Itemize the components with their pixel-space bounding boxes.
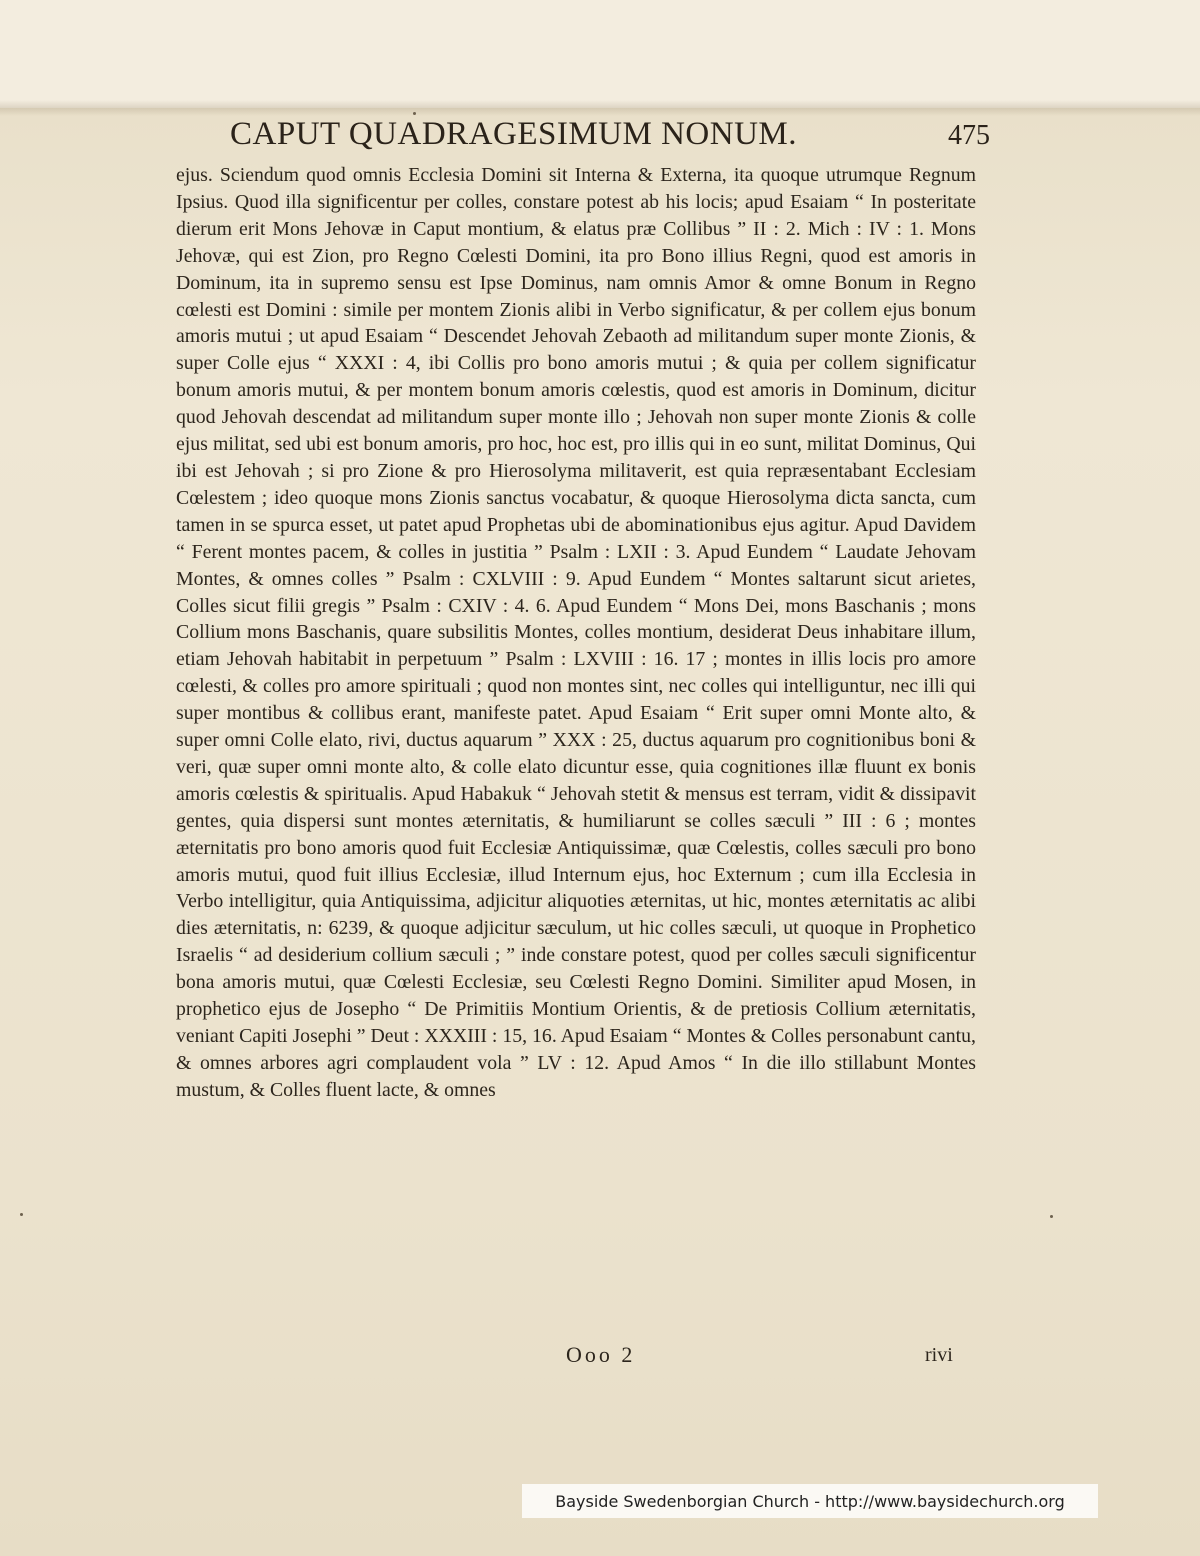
footer-credit: Bayside Swedenborgian Church - http://www.baysidechurch.org xyxy=(522,1484,1098,1518)
page-fold-shadow xyxy=(0,100,1200,116)
catchword: rivi xyxy=(925,1344,953,1366)
paper-speck xyxy=(413,112,416,115)
running-title: CAPUT QUADRAGESIMUM NONUM. xyxy=(230,116,798,152)
paper-speck xyxy=(1050,1215,1053,1218)
signature-mark: Ooo 2 xyxy=(566,1342,636,1367)
paper-speck xyxy=(20,1213,23,1216)
body-text: ejus. Sciendum quod omnis Ecclesia Domini sit Interna & Externa, ita quoque utrumque Regnum Ipsius. Quod illa significentur per colles, constare potest ab his locis; apud Esaiam “ In posteritate dierum erit Mons Jehovæ in Caput montium, & elatus præ Collibus ” II : 2. Mich : IV : 1. Mons Jehovæ, qui est Zion, pro Regno Cœlesti Domini, ita pro Bono illius Regni, quod est amoris in Dominum, ita in supremo sensu est Ipse Dominus, nam omnis Amor & omne Bonum in Regno cœlesti est Domini : simile per montem Zionis alibi in Verbo significatur, & per collem ejus bonum amoris mutui ; ut apud Esaiam “ Descendet Jehovah Zebaoth ad militandum super monte Zionis, & super Colle ejus “ XXXI : 4, ibi Collis pro bono amoris mutui ; & quia per collem significatur bonum amoris mutui, & per montem bonum amoris cœlestis, quod est amoris in Dominum, dicitur quod Jehovah descendat ad militandum super monte illo ; Jehovah non super monte Zionis & colle ejus militat, sed ubi est bonum amoris, pro hoc, hoc est, pro illis qui in eo sunt, militat Dominus, Qui ibi est Jehovah ; si pro Zione & pro Hierosolyma militaverit, est quia repræsentabant Ecclesiam Cœlestem ; ideo quoque mons Zionis sanctus vocabatur, & quoque Hierosolyma dicta sancta, cum tamen in se spurca esset, ut patet apud Prophetas ubi de abominationibus ejus agitur. Apud Davidem “ Ferent montes pacem, & colles in justitia ” Psalm : LXII : 3. Apud Eundem “ Laudate Jehovam Montes, & omnes colles ” Psalm : CXLVIII : 9. Apud Eundem “ Montes saltarunt sicut arietes, Colles sicut filii gregis ” Psalm : CXIV : 4. 6. Apud Eundem “ Mons Dei, mons Baschanis ; mons Collium mons Baschanis, quare subsilitis Montes, colles montium, desiderat Deus inhabitare illum, etiam Jehovah habitabit in perpetuum ” Psalm : LXVIII : 16. 17 ; montes in illis locis pro amore cœlesti, & colles pro amore spirituali ; quod non montes sint, nec colles qui intelliguntur, nec illi qui super montibus & collibus erant, manifeste patet. Apud Esaiam “ Erit super omni Monte alto, & super omni Colle elato, rivi, ductus aquarum ” XXX : 25, ductus aquarum pro cognitionibus boni & veri, quæ super omni monte alto, & colle elato dicuntur esse, quia cognitiones illæ fluunt ex bonis amoris cœlestis & spiritualis. Apud Habakuk “ Jehovah stetit & mensus est terram, vidit & dissipavit gentes, quia dispersi sunt montes æternitatis, & humiliarunt se colles sæculi ” III : 6 ; montes æternitatis pro bono amoris quod fuit Ecclesiæ Antiquissimæ, quæ Cœlestis, colles sæculi pro bono amoris mutui, quod fuit illius Ecclesiæ, illud Internum ejus, hoc Externum ; cum illa Ecclesia in Verbo intelligitur, quia Antiquissima, adjicitur aliquoties æternitas, ut hic, montes æternitatis ac alibi dies æternitatis, n: 6239, & quoque adjicitur sæculum, ut hic colles sæculi, ut quoque in Prophetico Israelis “ ad desiderium collium sæculi ; ” inde constare potest, quod per colles sæculi significentur bona amoris mutui, quæ Cœlesti Ecclesiæ, seu Cœlesti Regno Domini. Similiter apud Mosen, in prophetico ejus de Josepho “ De Primitiis Montium Orientis, & de pretiosis Collium æternitatis, veniant Capiti Josephi ” Deut : XXXIII : 15, 16. Apud Esaiam “ Montes & Colles personabunt cantu, & omnes arbores agri complaudent vola ” LV : 12. Apud Amos “ In die illo stillabunt Montes mustum, & Colles fluent lacte, & omnes xyxy=(176,164,976,1101)
page-top-margin xyxy=(0,0,1200,108)
running-header xyxy=(230,116,990,164)
page-number: 475 xyxy=(948,120,990,151)
